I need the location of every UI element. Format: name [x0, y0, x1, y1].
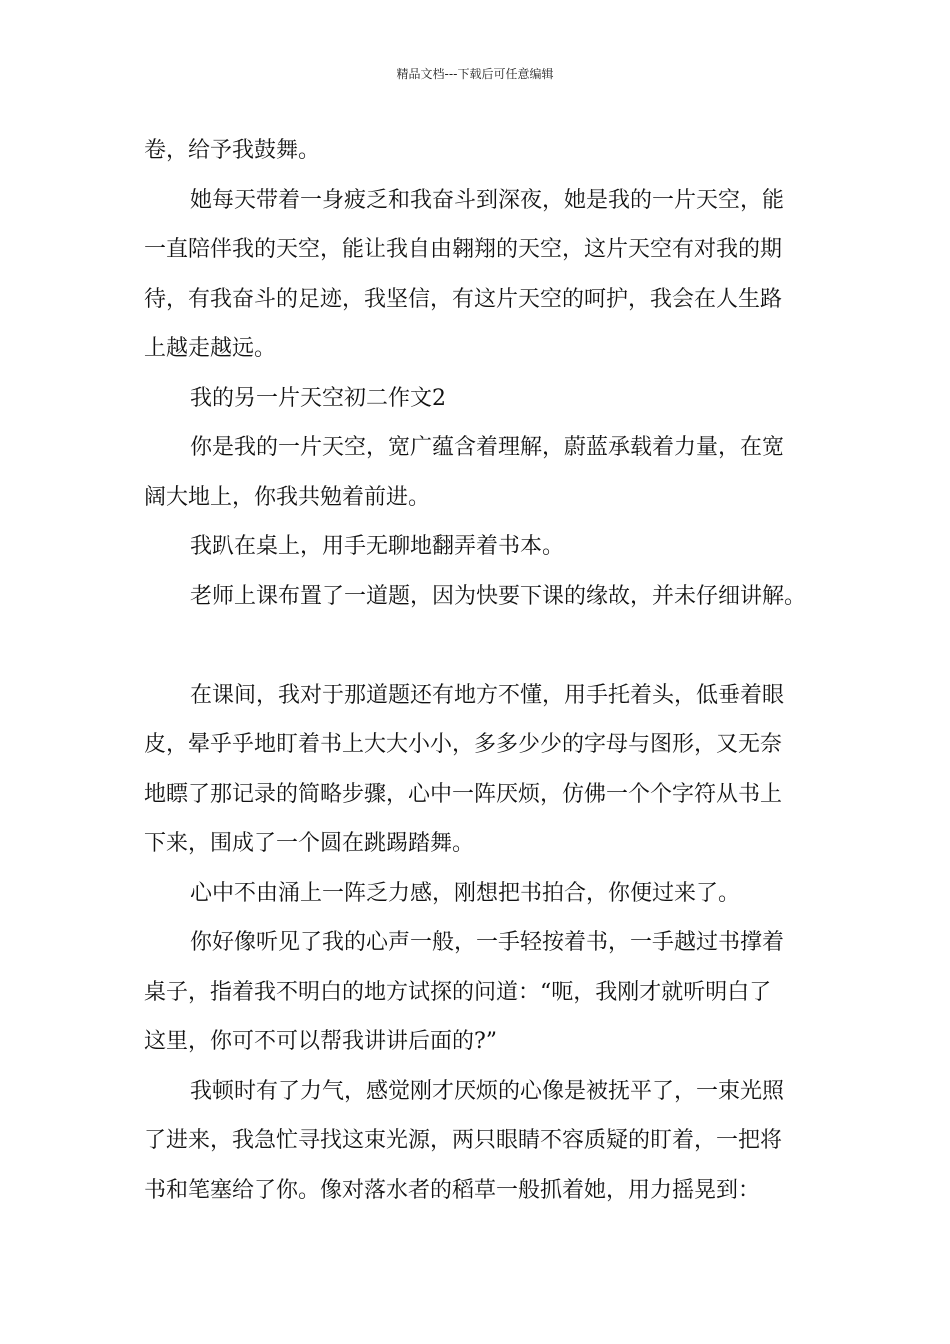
text-line: 阔大地上，你我共勉着前进。: [144, 484, 431, 510]
text-line: 我顿时有了力气，感觉刚才厌烦的心像是被抚平了，一束光照: [190, 1078, 785, 1104]
text-line: 这里，你可不可以帮我讲讲后面的?”: [144, 1029, 498, 1054]
text-line: 桌子，指着我不明白的地方试探的问道：“呃，我刚才就听明白了: [144, 979, 772, 1005]
text-line: 卷，给予我鼓舞。: [144, 138, 321, 163]
document-body: [144, 126, 824, 1215]
text-line: 上越走越远。: [144, 336, 277, 361]
text-line: 她每天带着一身疲乏和我奋斗到深夜，她是我的一片天空，能: [190, 187, 785, 213]
text-line: 我趴在桌上，用手无聊地翻弄着书本。: [190, 534, 565, 559]
text-line: 下来，围成了一个圆在跳踢踏舞。: [144, 831, 475, 856]
text-line: 一直陪伴我的天空，能让我自由翱翔的天空，这片天空有对我的期: [144, 237, 783, 262]
page-header: 精品文档---下载后可任意编辑: [396, 67, 554, 81]
paragraph-8: [144, 918, 824, 1067]
text-line: 我的另一片天空初二作文2: [190, 385, 446, 411]
text-line: 心中不由涌上一阵乏力感，刚想把书拍合，你便过来了。: [190, 880, 741, 906]
text-line: 你是我的一片天空，宽广蕴含着理解，蔚蓝承载着力量，在宽: [190, 435, 785, 460]
paragraph-3: [144, 423, 824, 522]
blank-line: [144, 621, 824, 671]
text-line: 了进来，我急忙寻找这束光源，两只眼睛不容质疑的盯着，一把将: [144, 1128, 783, 1153]
paragraph-9: [144, 1067, 824, 1216]
paragraph-2: [144, 176, 824, 374]
paragraph-5: [144, 572, 824, 622]
text-line: 皮，晕乎乎地盯着书上大大小小，多多少少的字母与图形，又无奈: [144, 732, 783, 757]
text-line: 待，有我奋斗的足迹，我坚信，有这片天空的呵护，我会在人生路: [144, 286, 783, 312]
text-line: 书和笔塞给了你。像对落水者的稻草一般抓着她，用力摇晃到：: [144, 1177, 761, 1203]
section-heading: [144, 374, 824, 424]
text-line: 你好像听见了我的心声一般，一手轻按着书，一手越过书撑着: [190, 930, 785, 955]
paragraph-7: [144, 869, 824, 919]
text-line: 老师上课布置了一道题，因为快要下课的缘故，并未仔细讲解。: [190, 583, 807, 609]
paragraph-4: [144, 522, 824, 572]
paragraph-1: [144, 126, 824, 176]
text-line: 地瞟了那记录的简略步骤，心中一阵厌烦，仿佛一个个字符从书上: [144, 781, 783, 807]
text-line: 在课间，我对于那道题还有地方不懂，用手托着头，低垂着眼: [190, 682, 785, 708]
paragraph-6: [144, 671, 824, 869]
